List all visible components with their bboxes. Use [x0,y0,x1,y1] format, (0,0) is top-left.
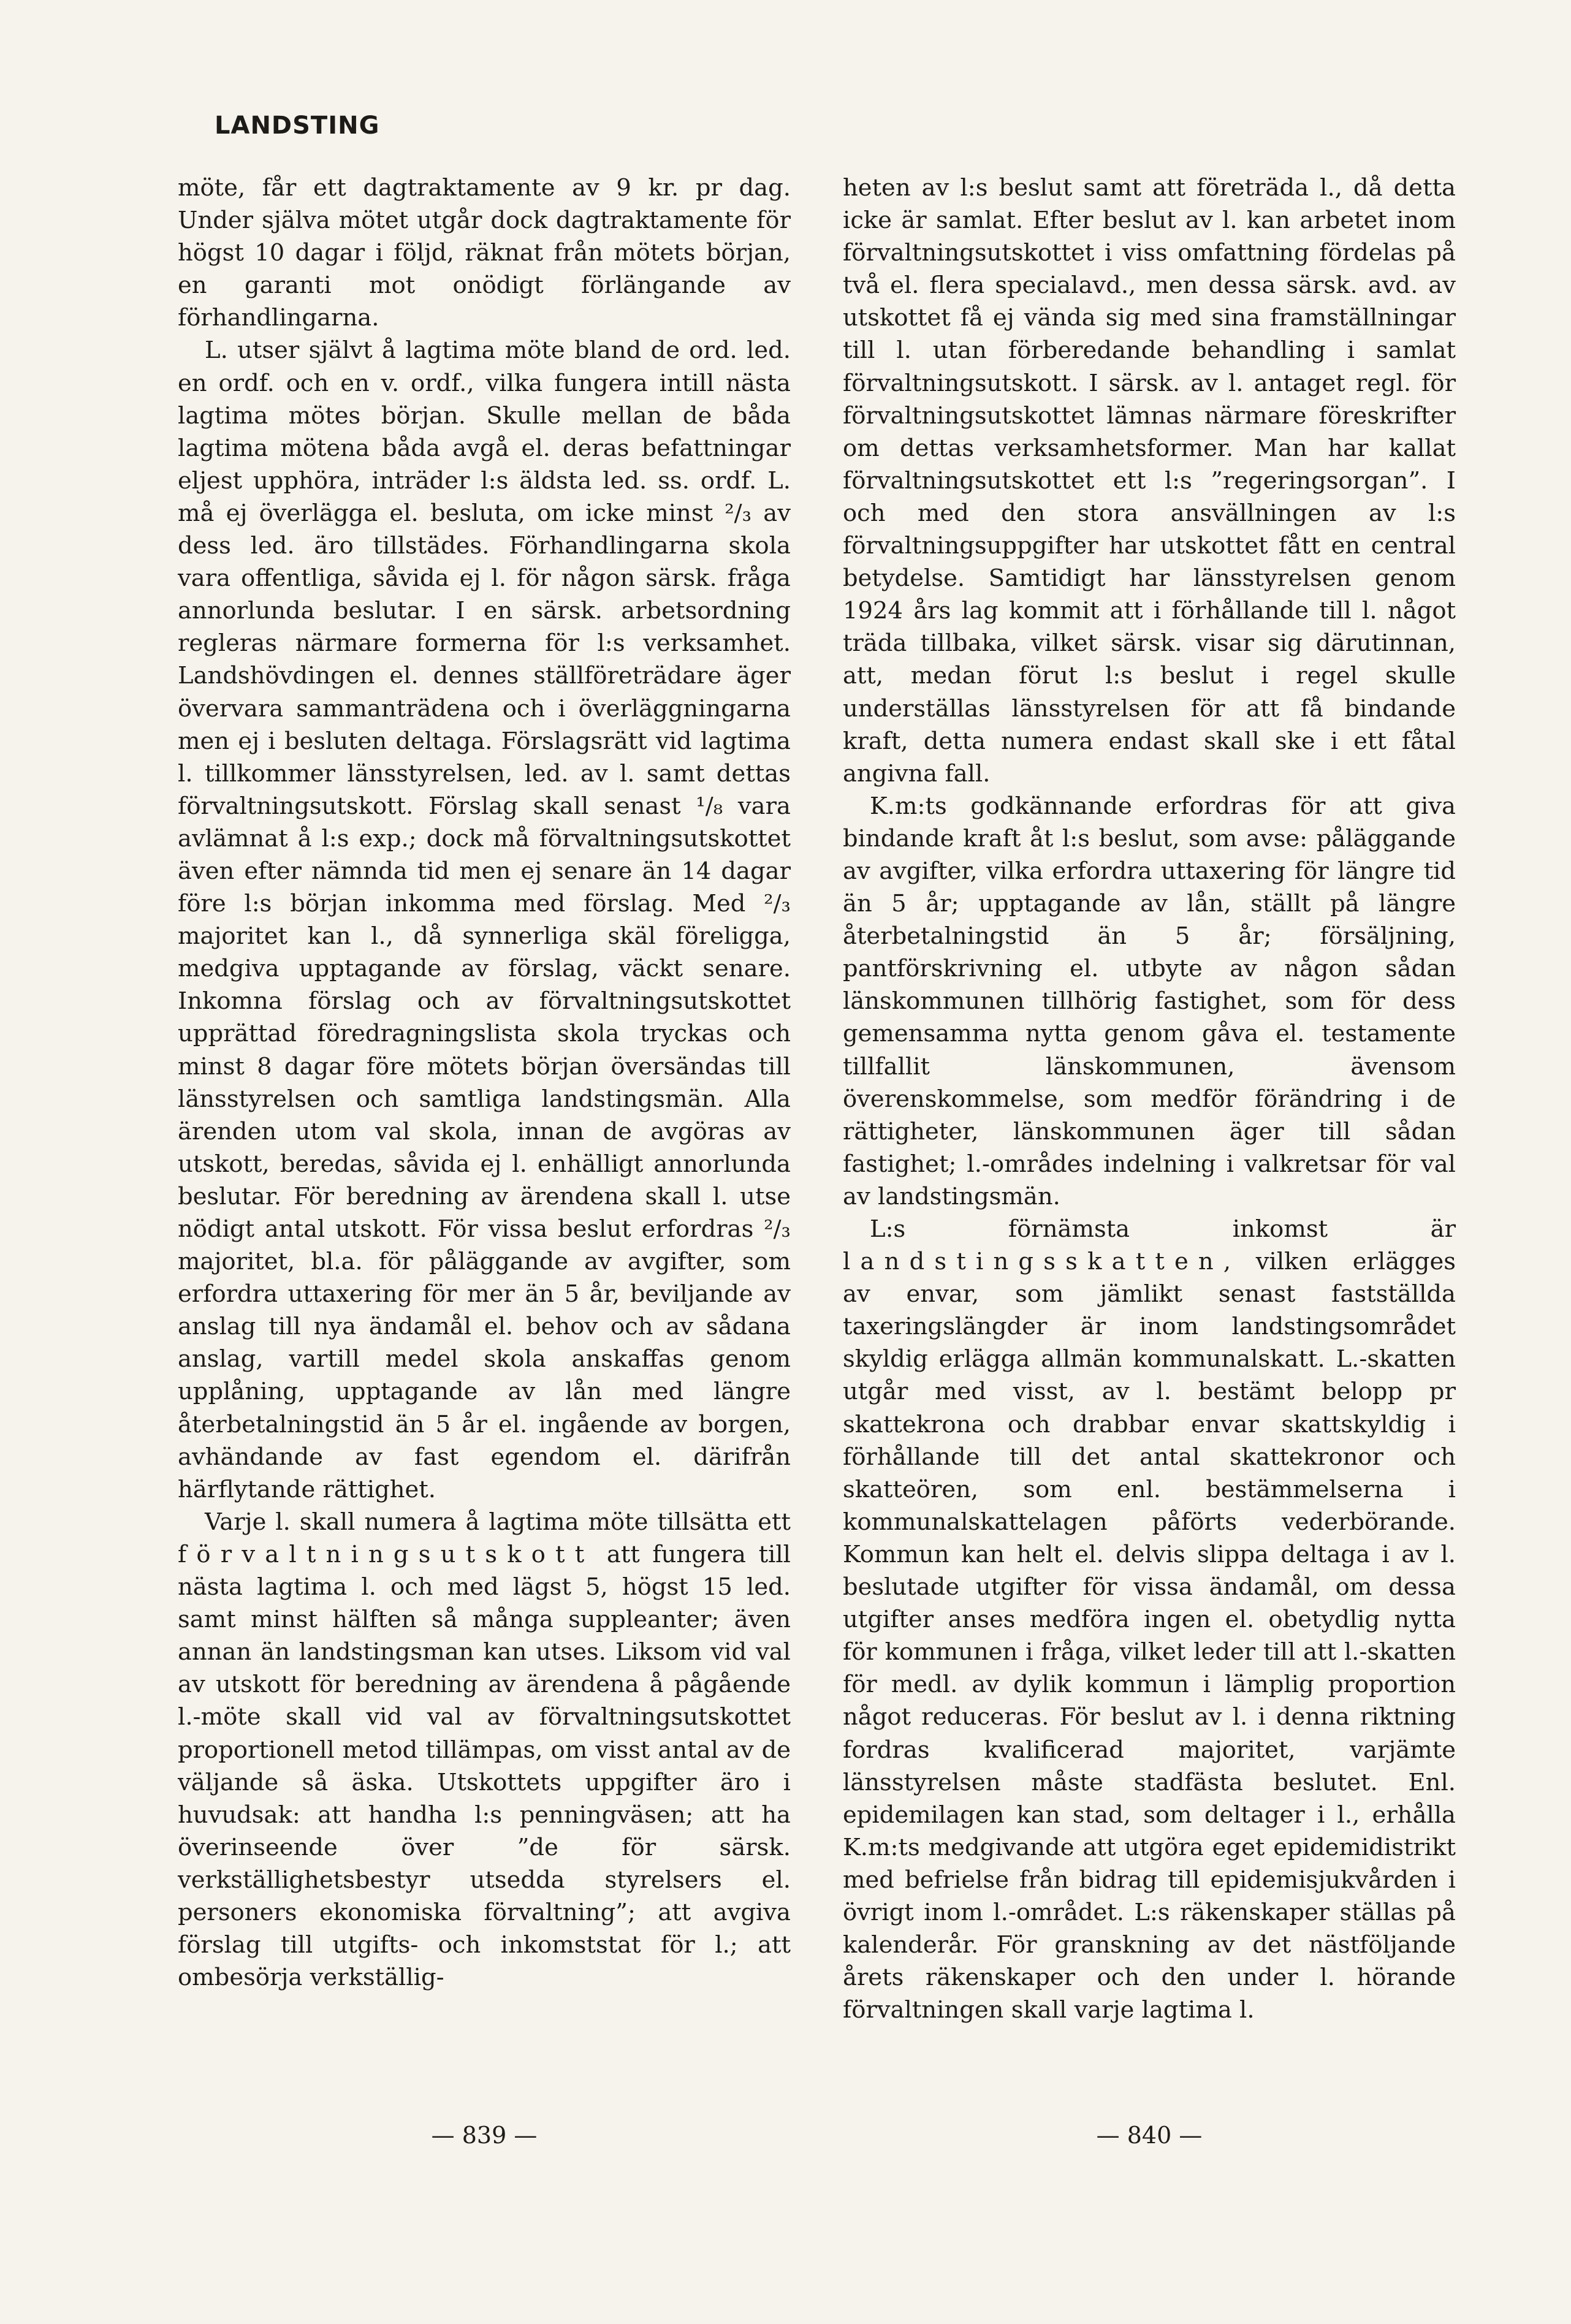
paragraph-text: att fungera till nästa lagtima l. och med lägst 5, högst 15 led. samt minst hälften så många suppleanter; även annan än landstingsman kan utses. Liksom vid val av utskott för beredning av ärendena å pågående l.-möte skall vid val av förvaltningsutskottet proportionell metod tillämpas, om visst antal av de väljande så äska. Utskottets uppgifter äro i huvudsak: att handha l:s penningväsen; att ha överinseende över ”de för särsk. verkställighetsbestyr utsedda styrelsers el. personers ekonomiska förvaltning”; att avgiva förslag till utgifts- och inkomststat för l.; att ombesörja verkställig- [178,1540,791,1992]
spaced-term: förvaltningsutskott [178,1540,595,1568]
paragraph-text: , vilken erlägges av envar, som jämlikt senast fastställda taxeringslängder är inom landstingsområdet skyldig erlägga allmän kommunalskatt. L.-skatten utgår med visst, av l. bestämt belopp pr skattekrona och drabbar envar skattskyldig i förhållande till det antal skattekronor och skatteören, som enl. bestämmelserna i kommunalskattelagen påförts vederbörande. Kommun kan helt el. delvis slippa deltaga i av l. beslutade utgifter för vissa ändamål, om dessa utgifter anses medföra ingen el. obetydlig nytta för kommunen i fråga, vilket leder till att l.-skatten för medl. av dylik kommun i lämplig proportion något reduceras. För beslut av l. i denna riktning fordras kvalificerad majoritet, varjämte länsstyrelsen måste stadfästa beslutet. Enl. epidemilagen kan stad, som deltager i l., erhålla K.m:ts medgivande att utgöra eget epidemidistrikt med befrielse från bidrag till epidemisjukvården i övrigt inom l.-området. L:s räkenskaper ställas på kalenderår. För granskning av det nästföljande årets räkenskaper och den under l. hörande förvaltningen skall varje lagtima l. [843,1248,1456,2024]
running-header: LANDSTING [215,112,380,140]
paragraph: möte, får ett dagtraktamente av 9 kr. pr dag. Under själva mötet utgår dock dagtraktamente för högst 10 dagar i följd, räknat från mötets början, en garanti mot onödigt förlängande av förhandlingarna. [178,174,791,332]
paragraph-text: L:s förnämsta inkomst är [870,1215,1456,1243]
paragraph: K.m:ts godkännande erfordras för att giva bindande kraft åt l:s beslut, som avse: påläggande av avgifter, vilka erfordra uttaxering för längre tid än 5 år; upptagande av lån, ställt på längre återbetalningstid än 5 år; försäljning, pantförskrivning el. utbyte av någon sådan länskommunen tillhörig fastighet, som för dess gemensamma nytta genom gåva el. testamente tillfallit länskommunen, ävensom överenskommelse, som medför förändring i de rättigheter, länskommunen äger till sådan fastighet; l.-områdes indelning i valkretsar för val av landstingsmän. [843,792,1456,1210]
page-number-left: — 839 — [431,2122,538,2149]
left-column [178,172,791,1994]
paragraph [178,1506,791,1994]
right-column [843,172,1456,2026]
paragraph: heten av l:s beslut samt att företräda l., då detta icke är samlat. Efter beslut av l. kan arbetet inom förvaltningsutskottet i viss omfattning fördelas på två el. flera specialavd., men dessa särsk. avd. av utskottet få ej vända sig med sina framställningar till l. utan förberedande behandling i samlat förvaltningsutskott. I särsk. av l. antaget regl. för förvaltningsutskottet lämnas närmare föreskrifter om dettas verksamhetsformer. Man har kallat förvaltningsutskottet ett l:s ”regeringsorgan”. I och med den stora ansvällningen av l:s förvaltningsuppgifter har utskottet fått en central betydelse. Samtidigt har länsstyrelsen genom 1924 års lag kommit att i förhållande till l. något träda tillbaka, vilket särsk. visar sig därutinnan, att, medan förut l:s beslut i regel skulle underställas länsstyrelsen för att få bindande kraft, detta numera endast skall ske i ett fåtal angivna fall. [843,174,1456,788]
paragraph-text: Varje l. skall numera å lagtima möte tillsätta ett [205,1508,791,1536]
page-number-right: — 840 — [1096,2122,1203,2149]
spaced-term: landstingsskatten [843,1248,1223,1276]
paragraph [843,1213,1456,2026]
paragraph: L. utser självt å lagtima möte bland de ord. led. en ordf. och en v. ordf., vilka fungera intill nästa lagtima mötes början. Skulle mellan de båda lagtima mötena båda avgå el. deras befattningar eljest upphöra, inträder l:s äldsta led. ss. ordf. L. må ej överlägga el. besluta, om icke minst ²/₃ av dess led. äro tillstädes. Förhandlingarna skola vara offentliga, såvida ej l. för någon särsk. fråga annorlunda beslutar. I en särsk. arbetsordning regleras närmare formerna för l:s verksamhet. Landshövdingen el. dennes ställföreträdare äger övervara sammanträdena och i överläggningarna men ej i besluten deltaga. Förslagsrätt vid lagtima l. tillkommer länsstyrelsen, led. av l. samt dettas förvaltningsutskott. Förslag skall senast ¹/₈ vara avlämnat å l:s exp.; dock må förvaltningsutskottet även efter nämnda tid men ej senare än 14 dagar före l:s början inkomma med förslag. Med ²/₃ majoritet kan l., då synnerliga skäl föreligga, medgiva upptagande av förslag, väckt senare. Inkomna förslag och av förvaltningsutskottet upprättad föredragningslista skola tryckas och minst 8 dagar före mötets början översändas till länsstyrelsen och samtliga landstingsmän. Alla ärenden utom val skola, innan de avgöras av utskott, beredas, såvida ej l. enhälligt annorlunda beslutar. För beredning av ärendena skall l. utse nödigt antal utskott. För vissa beslut erfordras ²/₃ majoritet, bl.a. för påläggande av avgifter, som erfordra uttaxering för mer än 5 år, beviljande av anslag till nya ändamål el. behov och av sådana anslag, vartill medel skola anskaffas genom upplåning, upptagande av lån med längre återbetalningstid än 5 år el. ingående av borgen, avhändande av fast egendom el. därifrån härflytande rättighet. [178,336,791,1503]
